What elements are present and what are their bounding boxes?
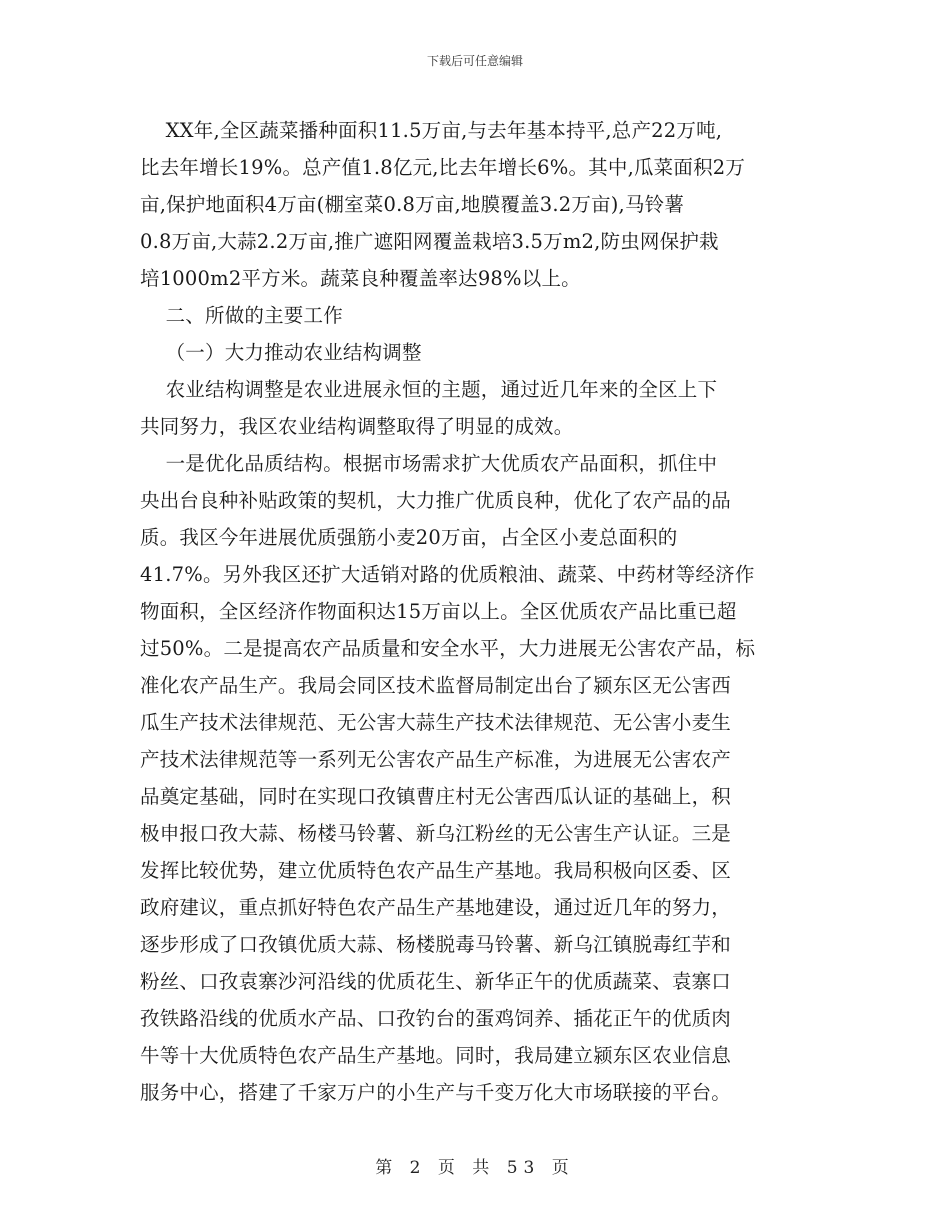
text-line: 孜铁路沿线的优质水产品、口孜钓台的蛋鸡饲养、插花正午的优质肉 — [140, 1007, 732, 1030]
text-line: （一）大力推动农业结构调整 — [140, 341, 422, 364]
text-line: 逐步形成了口孜镇优质大蒜、杨楼脱毒马铃薯、新乌江镇脱毒红芋和 — [140, 933, 732, 956]
text-line: 粉丝、口孜袁寨沙河沿线的优质花生、新华正午的优质蔬菜、袁寨口 — [140, 970, 732, 993]
text-line: 过50%。二是提高农产品质量和安全水平，大力进展无公害农产品，标 — [140, 637, 756, 660]
text-line: XX年,全区蔬菜播种面积11.5万亩,与去年基本持平,总产22万吨, — [140, 119, 723, 142]
text-line: 亩,保护地面积4万亩(棚室菜0.8万亩,地膜覆盖3.2万亩),马铃薯 — [140, 193, 685, 216]
page-number-footer: 第 2 页 共 53 页 — [375, 1158, 575, 1178]
text-line: 质。我区今年进展优质强筋小麦20万亩，占全区小麦总面积的 — [140, 526, 678, 549]
text-line: 牛等十大优质特色农产品生产基地。同时，我局建立颍东区农业信息 — [140, 1044, 732, 1067]
text-line: 央出台良种补贴政策的契机，大力推广优质良种，优化了农产品的品 — [140, 489, 732, 512]
text-line: 服务中心，搭建了千家万户的小生产与千变万化大市场联接的平台。 — [140, 1081, 732, 1104]
text-line: 一是优化品质结构。根据市场需求扩大优质农产品面积，抓住中 — [140, 452, 718, 475]
text-line: 瓜生产技术法律规范、无公害大蒜生产技术法律规范、无公害小麦生 — [140, 711, 732, 734]
text-line: 农业结构调整是农业进展永恒的主题，通过近几年来的全区上下 — [140, 378, 718, 401]
text-line: 品奠定基础，同时在实现口孜镇曹庄村无公害西瓜认证的基础上，积 — [140, 785, 732, 808]
text-line: 培1000m2平方米。蔬菜良种覆盖率达98%以上。 — [140, 267, 581, 290]
page-header-note: 下载后可任意编辑 — [426, 54, 523, 68]
text-line: 政府建议，重点抓好特色农产品生产基地建设，通过近几年的努力， — [140, 896, 732, 919]
text-line: 比去年增长19%。总产值1.8亿元,比去年增长6%。其中,瓜菜面积2万 — [140, 156, 746, 179]
text-line: 准化农产品生产。我局会同区技术监督局制定出台了颍东区无公害西 — [140, 674, 732, 697]
text-line: 发挥比较优势，建立优质特色农产品生产基地。我局积极向区委、区 — [140, 859, 732, 882]
text-line: 41.7%。另外我区还扩大适销对路的优质粮油、蔬菜、中药材等经济作 — [140, 563, 755, 586]
text-line: 极申报口孜大蒜、杨楼马铃薯、新乌江粉丝的无公害生产认证。三是 — [140, 822, 732, 845]
text-line: 二、所做的主要工作 — [140, 304, 343, 327]
text-line: 0.8万亩,大蒜2.2万亩,推广遮阳网覆盖栽培3.5万m2,防虫网保护栽 — [140, 230, 719, 253]
document-body — [140, 112, 820, 1111]
text-line: 产技术法律规范等一系列无公害农产品生产标准，为进展无公害农产 — [140, 748, 732, 771]
text-line: 物面积，全区经济作物面积达15万亩以上。全区优质农产品比重已超 — [140, 600, 737, 623]
text-line: 共同努力，我区农业结构调整取得了明显的成效。 — [140, 415, 574, 438]
